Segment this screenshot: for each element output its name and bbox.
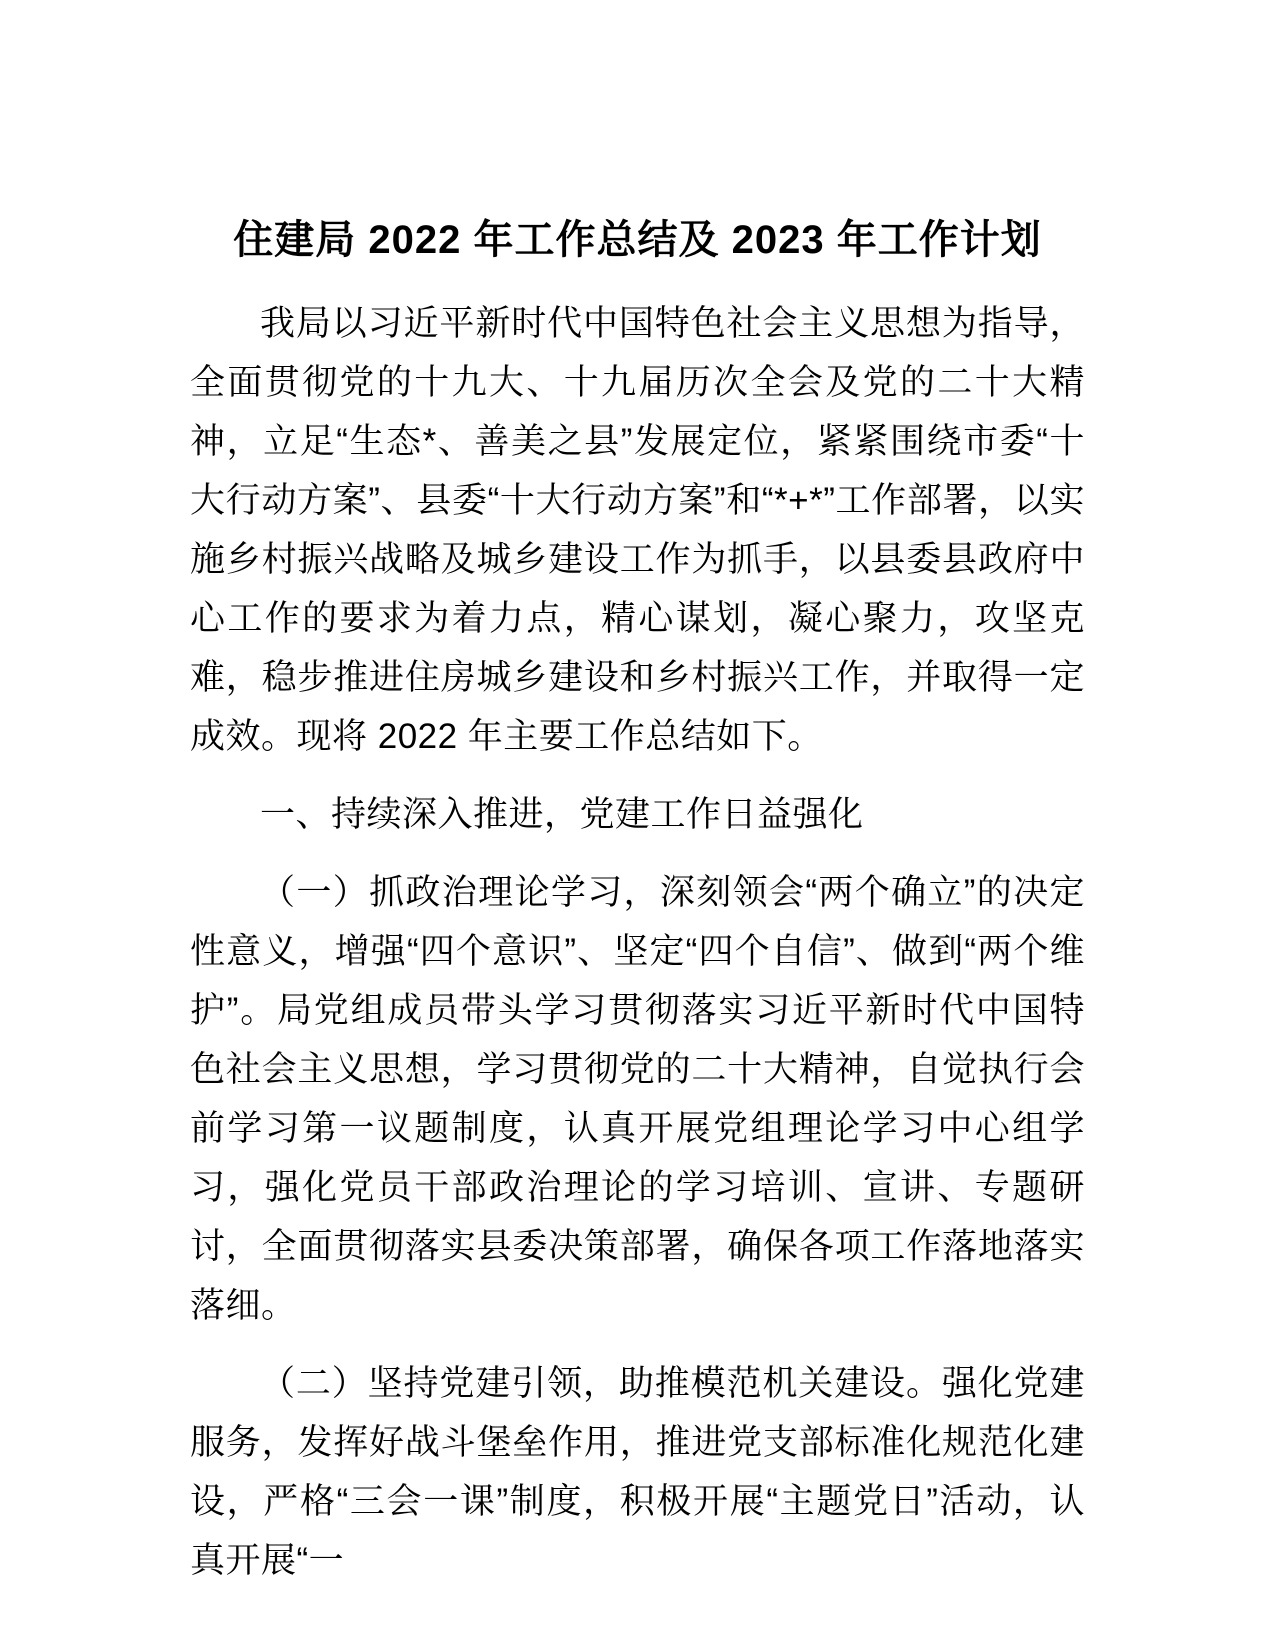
paragraph-section-1-item-2: （二）坚持党建引领，助推模范机关建设。强化党建服务，发挥好战斗堡垒作用，推进党支部标准化规范化建设，严格“三会一课”制度，积极开展“主题党日”活动，认真开展“一: [190, 1364, 1085, 1580]
paragraph-section-1-item-1: （一）抓政治理论学习，深刻领会“两个确立”的决定性意义，增强“四个意识”、坚定“四个自信”、做到“两个维护”。局党组成员带头学习贯彻落实习近平新时代中国特色社会主义思想，学习贯彻党的二十大精神，自觉执行会前学习第一议题制度，认真开展党组理论学习中心组学习，强化党员干部政治理论的学习培训、宣讲、专题研讨，全面贯彻落实县委决策部署，确保各项工作落地落实落细。: [190, 873, 1085, 1325]
document-title: 住建局 2022 年工作总结及 2023 年工作计划: [233, 218, 1042, 262]
section-heading-1: 一、持续深入推进，党建工作日益强化: [260, 795, 864, 834]
paragraph-intro: 我局以习近平新时代中国特色社会主义思想为指导，全面贯彻党的十九大、十九届历次全会及党的二十大精神，立足“生态*、善美之县”发展定位，紧紧围绕市委“十大行动方案”、县委“十大行动方案”和“*+*”工作部署，以实施乡村振兴战略及城乡建设工作为抓手，以县委县政府中心工作的要求为着力点，精心谋划，凝心聚力，攻坚克难，稳步推进住房城乡建设和乡村振兴工作，并取得一定成效。现将 2022 年主要工作总结如下。: [190, 304, 1085, 756]
